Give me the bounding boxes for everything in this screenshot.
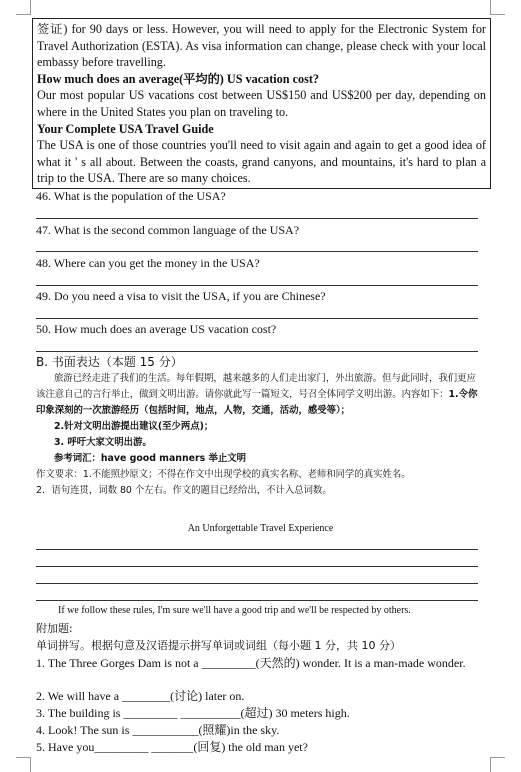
answer-line-48[interactable] <box>36 285 478 286</box>
writing-requirement-2: 2．语句连贯，词数 80 个左右。作文的题目已经给出，不计入总词数。 <box>36 485 332 496</box>
crop-mark-top-left <box>16 0 31 15</box>
reading-passage-box <box>32 18 491 189</box>
passage-paragraph-guide: The USA is one of those countries you'll need to visit again and again to get a good idea of what it ' s all about. Between the coasts, grand canyons, and mountains, it's hard to plan a trip to the USA. There are so many choices. <box>37 138 486 186</box>
answer-line-49[interactable] <box>36 318 478 319</box>
crop-mark-bottom-left <box>16 757 31 772</box>
extra-item-1: 1. The Three Gorges Dam is not a _________(天然的) wonder. It is a man-made wonder. <box>36 656 466 670</box>
extra-item-2: 2. We will have a ________(讨论) later on. <box>36 689 245 703</box>
passage-paragraph-cost: Our most popular US vacations cost between US$150 and US$200 per day, depending on where in the United States you plan on traveling to. <box>37 88 486 119</box>
question-47: 47. What is the second common language of the USA? <box>36 223 300 237</box>
answer-line-50[interactable] <box>36 351 478 352</box>
writing-requirement-1: 作文要求：1.不能照抄原文；不得在作文中出现学校的真实名称、老师和同学的真实姓名。 <box>36 469 411 480</box>
extra-section-heading: 附加题: <box>36 622 73 635</box>
crop-mark-top-right <box>490 0 505 15</box>
question-49: 49. Do you need a visa to visit the USA, if you are Chinese? <box>36 289 326 303</box>
extra-item-3: 3. The building is _________ __________(超过) 30 meters high. <box>36 706 350 720</box>
writing-intro: 旅游已经走进了我们的生活。每年假期，越来越多的人们走出家门，外出旅游。但与此同时，我们更应该注意自己的言行举止，做到文明出游。请你就此写一篇短文，号召全体同学文明出游。内容如下： <box>36 373 476 400</box>
extra-instructions: 单词拼写。根据句意及汉语提示拼写单词或词组（每小题 1 分，共 10 分） <box>36 639 401 652</box>
writing-item-3: 3. 呼吁大家文明出游。 <box>54 437 152 448</box>
passage-paragraph-visa: 签证) for 90 days or less. However, you will need to apply for the Electronic System for Travel Authorization (ESTA). As visa information can change, please check with your local embassy before travelling. <box>37 22 486 70</box>
essay-writing-line[interactable] <box>36 566 478 567</box>
question-50: 50. How much does an average US vacation cost? <box>36 322 277 336</box>
writing-item-2: 2.针对文明出游提出建议(至少两点)； <box>54 421 214 432</box>
answer-line-46[interactable] <box>36 218 478 219</box>
question-48: 48. Where can you get the money in the USA? <box>36 256 260 270</box>
crop-mark-bottom-right <box>490 757 505 772</box>
extra-item-4: 4. Look! The sun is ___________(照耀)in the sky. <box>36 723 280 737</box>
essay-title: An Unforgettable Travel Experience <box>187 523 334 534</box>
essay-writing-line[interactable] <box>36 583 478 584</box>
writing-section-heading: B. 书面表达（本题 15 分） <box>36 355 183 369</box>
passage-heading-cost: How much does an average(平均的) US vacation cost? <box>37 71 319 86</box>
essay-writing-line[interactable] <box>36 600 478 601</box>
writing-item-1: 1.令你印象深刻的一次旅游经历（包括时间，地点，人物，交通，活动，感受等）； <box>36 389 478 416</box>
extra-item-5: 5. Have you_________ _______(回复) the old man yet? <box>36 740 308 754</box>
answer-line-47[interactable] <box>36 251 478 252</box>
passage-heading-guide: Your Complete USA Travel Guide <box>37 121 214 136</box>
writing-prompt <box>36 371 482 499</box>
writing-vocab: 参考词汇：have good manners 举止文明 <box>54 453 246 464</box>
essay-writing-line[interactable] <box>36 549 478 550</box>
essay-ending-sentence: If we follow these rules, I'm sure we'll have a good trip and we'll be respected by others. <box>58 605 411 616</box>
question-46: 46. What is the population of the USA? <box>36 189 226 203</box>
